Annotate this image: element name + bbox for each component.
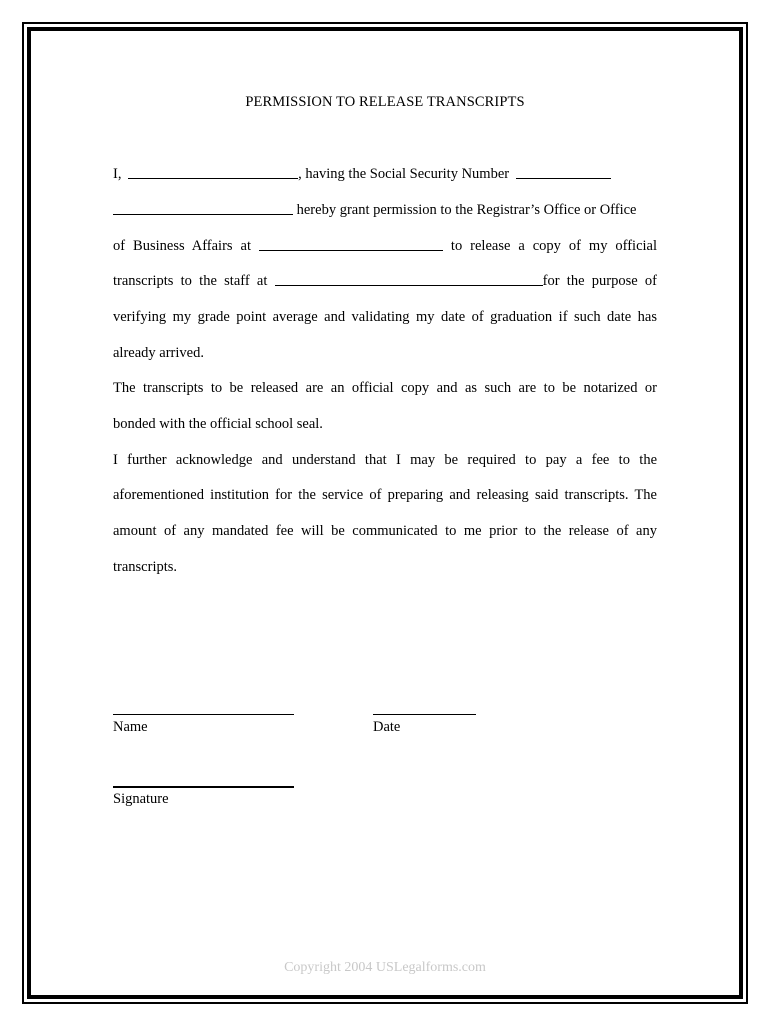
date-signature-line[interactable] — [373, 714, 476, 715]
body-text-fragment: for the purpose of — [542, 273, 658, 289]
body-line-3 — [113, 236, 657, 256]
body-line-12: transcripts. — [113, 559, 178, 575]
institution-blank-field[interactable] — [259, 237, 443, 251]
body-text-fragment: hereby grant permission to the Registrar’s Office or Office — [296, 202, 637, 218]
body-line-4 — [113, 271, 657, 291]
body-line-11: amount of any mandated fee will be communicated to me prior to the release of any — [113, 523, 657, 539]
date-label: Date — [373, 719, 401, 735]
body-text-fragment: transcripts to the staff at — [113, 273, 268, 289]
name-signature-line[interactable] — [113, 714, 294, 715]
body-line-9: I further acknowledge and understand that I may be required to pay a fee to the — [113, 452, 657, 468]
body-line-7: The transcripts to be released are an official copy and as such are to be notarized or — [113, 380, 657, 396]
body-line-2 — [113, 200, 657, 220]
body-line-6: already arrived. — [113, 345, 204, 361]
signature-label: Signature — [113, 791, 169, 807]
body-line-10: aforementioned institution for the service of preparing and releasing said transcripts. The — [113, 487, 657, 503]
body-text-fragment: to release a copy of my official — [450, 238, 658, 254]
name-label: Name — [113, 719, 148, 735]
body-text-fragment: I, — [113, 166, 122, 182]
body-line-1 — [113, 164, 657, 184]
name-blank-field[interactable] — [128, 165, 298, 179]
body-line-5: verifying my grade point average and validating my date of graduation if such date has — [113, 309, 657, 325]
body-text-fragment: of Business Affairs at — [113, 238, 251, 254]
body-line-8: bonded with the official school seal. — [113, 416, 323, 432]
copyright-notice: Copyright 2004 USLegalforms.com — [284, 960, 486, 975]
ssn-continued-blank-field[interactable] — [113, 201, 293, 215]
document-title: PERMISSION TO RELEASE TRANSCRIPTS — [245, 94, 525, 110]
signature-line[interactable] — [113, 786, 294, 788]
body-text-fragment: , having the Social Security Number — [298, 166, 510, 182]
recipient-blank-field[interactable] — [275, 272, 543, 286]
ssn-blank-field[interactable] — [516, 165, 611, 179]
